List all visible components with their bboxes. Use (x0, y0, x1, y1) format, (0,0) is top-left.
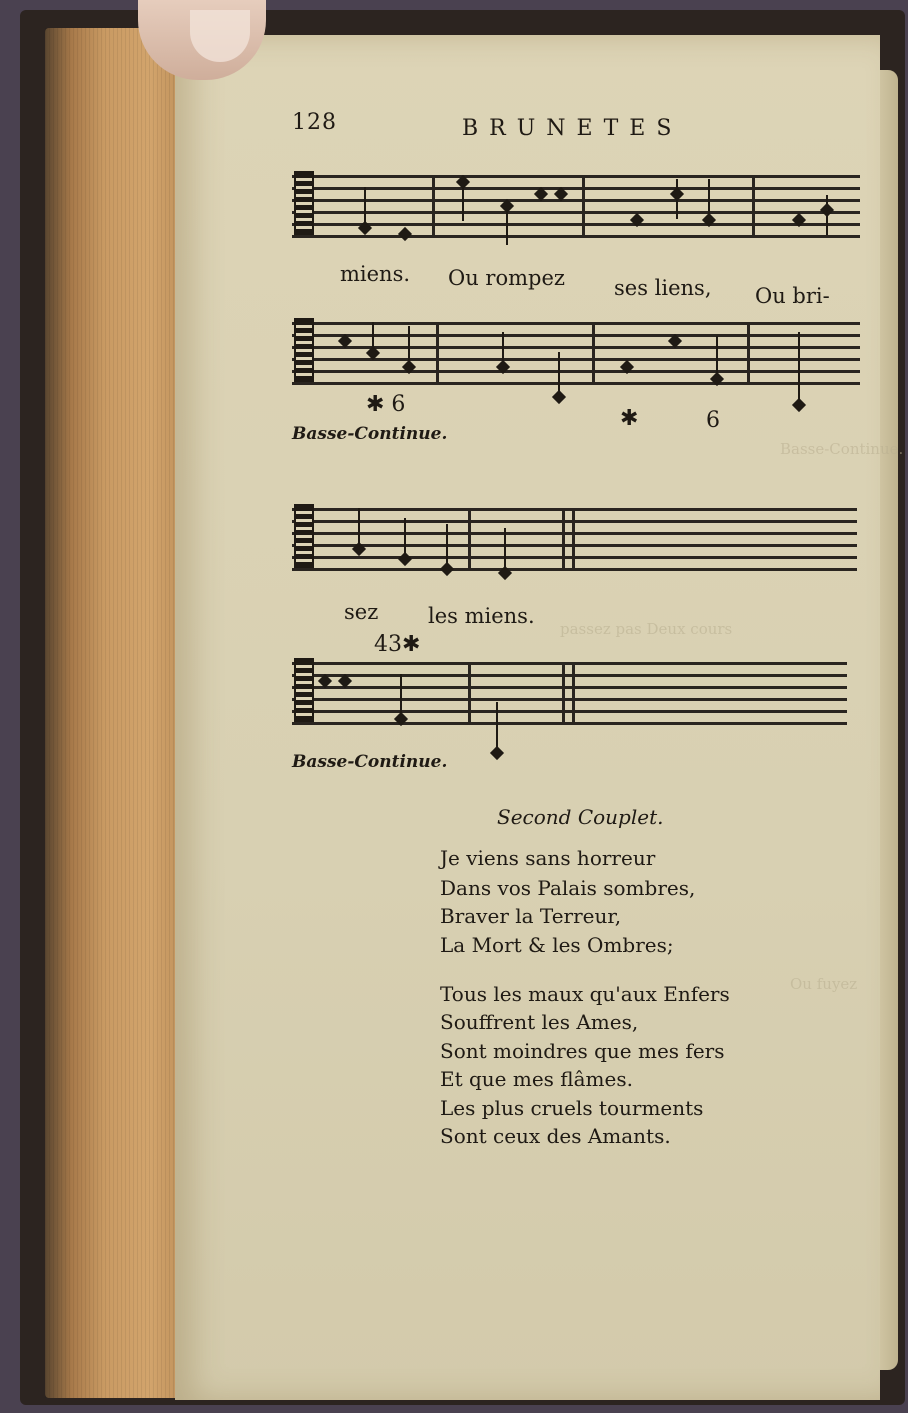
c-clef-icon (294, 171, 314, 235)
basse-continue-label: Basse-Continue. (292, 752, 448, 772)
verse-line: Dans vos Palais sombres, (440, 876, 696, 900)
bar-line (752, 175, 755, 238)
bass-figure: ✱ 6 (366, 392, 406, 417)
music-staff-bass-1 (292, 322, 860, 385)
verse-line: Souffrent les Ames, (440, 1010, 639, 1034)
show-through-text: Ou fuyez (790, 975, 858, 993)
verse-line: Sont moindres que mes fers (440, 1039, 725, 1063)
verse-line: Et que mes flâmes. (440, 1067, 633, 1091)
verse-line: Braver la Terreur, (440, 904, 622, 928)
music-staff-bass-2 (292, 662, 847, 725)
note-stem (826, 195, 828, 235)
bass-figure: ✱ (620, 406, 639, 431)
bar-line (468, 662, 471, 725)
show-through-text: passez pas Deux cours (560, 620, 733, 638)
note (630, 213, 644, 227)
bass-figure: 6 (706, 408, 720, 433)
verse-line: Sont ceux des Amants. (440, 1124, 671, 1148)
note (792, 213, 806, 227)
note-stem (408, 326, 410, 366)
verse-line: Les plus cruels tourments (440, 1096, 704, 1120)
f-clef-icon (294, 658, 314, 722)
note-stem (798, 332, 800, 402)
note-stem (558, 352, 560, 397)
basse-continue-label: Basse-Continue. (292, 424, 448, 444)
note (318, 674, 332, 688)
show-through-text: Basse-Continue. (780, 440, 904, 458)
note-stem (446, 524, 448, 564)
verse-line: Tous les maux qu'aux Enfers (440, 982, 730, 1006)
note (534, 187, 548, 201)
note-stem (364, 187, 366, 227)
bar-line (436, 322, 439, 385)
bar-line (468, 508, 471, 571)
verse-line: Je viens sans horreur (440, 846, 656, 870)
note (338, 334, 352, 348)
note-stem (504, 528, 506, 568)
running-head: BRUNETES (462, 116, 683, 141)
lyric: miens. (340, 262, 411, 286)
music-staff-voice-1 (292, 175, 860, 238)
final-double-bar (562, 662, 575, 725)
note-stem (358, 508, 360, 548)
lyric: sez (344, 600, 379, 624)
c-clef-icon (294, 504, 314, 568)
note-stem (676, 179, 678, 219)
lyric: Ou bri- (755, 284, 830, 308)
note-stem (400, 674, 402, 714)
note-stem (708, 179, 710, 219)
lyric: ses liens, (614, 276, 712, 300)
final-double-bar (562, 508, 575, 571)
page-number: 128 (292, 110, 337, 135)
couplet-title: Second Couplet. (497, 805, 664, 829)
note-stem (716, 336, 718, 376)
note (554, 187, 568, 201)
lyric: les miens. (428, 604, 535, 628)
note (620, 360, 634, 374)
music-staff-voice-2 (292, 508, 857, 571)
note-stem (462, 181, 464, 221)
bar-line (582, 175, 585, 238)
f-clef-icon (294, 318, 314, 382)
note-stem (506, 205, 508, 245)
page-block-edge (45, 28, 195, 1398)
lyric: Ou rompez (448, 266, 565, 290)
bar-line (592, 322, 595, 385)
note-stem (372, 322, 374, 352)
bar-line (747, 322, 750, 385)
note-stem (404, 518, 406, 558)
note-stem (496, 702, 498, 752)
note (338, 674, 352, 688)
verse-line: La Mort & les Ombres; (440, 933, 674, 957)
note-stem (502, 332, 504, 372)
note (668, 334, 682, 348)
bass-figure: 43✱ (374, 632, 421, 657)
bar-line (432, 175, 435, 238)
note (394, 712, 408, 726)
